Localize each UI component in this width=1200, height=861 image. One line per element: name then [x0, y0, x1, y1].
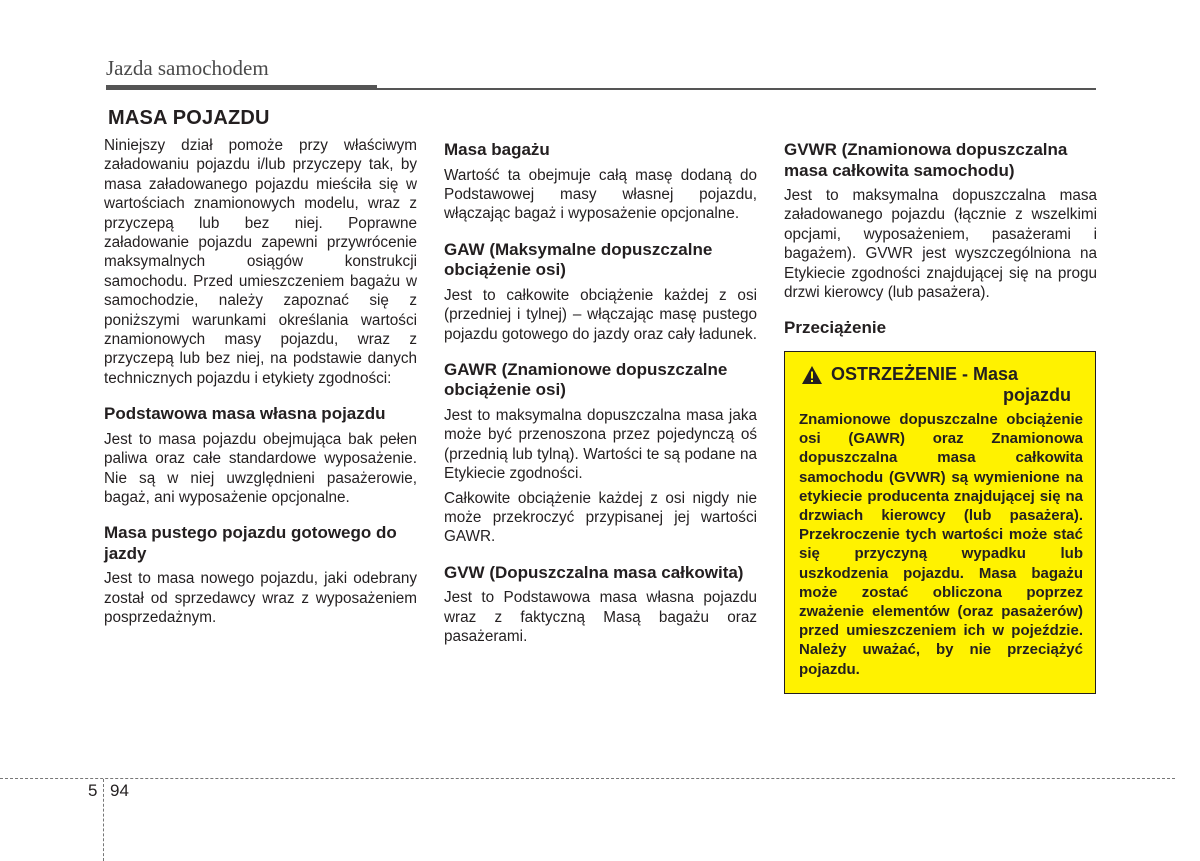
- page-number: 94: [110, 781, 129, 800]
- warning-title-line2: pojazdu: [1003, 384, 1071, 405]
- heading-przeciazenie: Przeciążenie: [784, 318, 887, 338]
- heading-masa-pustego: Masa pustego pojazdu gotowego do jazdy: [104, 523, 397, 563]
- heading-gawr: GAWR (Znamionowe dopuszczalne obciążenie osi): [444, 359, 728, 400]
- heading-masa-bagazu: Masa bagażu: [444, 140, 550, 159]
- heading-gvwr: GVWR (Znamionowa dopuszczalna masa całkowita samochodu): [784, 140, 1068, 180]
- header-rule-thick: [106, 85, 377, 90]
- paragraph-masa-pustego: Jest to masa nowego pojazdu, jaki odebrany został od sprzedawcy wraz z wyposażeniem posprzedażnym.: [104, 570, 417, 627]
- section-title: MASA POJAZDU: [108, 107, 270, 129]
- chapter-number: 5: [88, 781, 98, 800]
- warning-title-block: [831, 364, 1085, 406]
- intro-paragraph: Niniejszy dział pomoże przy właściwym załadowaniu pojazdu i/lub przyczepy tak, by masa załadowanego pojazdu mieściła się w wartościach znamionowych modelu, wraz z przyczepą lub bez niej. Poprawne załadowanie pojazdu zapewni przywrócenie maksymalnych osiągów konstrukcji samochodu. Przed umieszczeniem bagażu w samochodzie, należy zapoznać się z poniższymi warunkami określania wartości znamionowych masy pojazdu, wraz z przyczepą lub bez niej, na podstawie danych technicznych pojazdu i etykiety zgodności:: [104, 137, 417, 387]
- heading-gaw: GAW (Maksymalne dopuszczalne obciążenie osi): [444, 239, 713, 280]
- column-2: [444, 136, 757, 652]
- header-rule-thin: [377, 88, 1096, 90]
- paragraph-gawr-1: Jest to maksymalna dopuszczalna masa jaka może być przenoszona przez pojedynczą oś (przednią lub tylną). Wartości te są podane na Etykiecie zgodności.: [444, 406, 757, 483]
- paragraph-gaw: Jest to całkowite obciążenie każdej z osi (przedniej i tylnej) – włączając masę pustego pojazdu gotowego do jazdy oraz cały ładunek.: [444, 286, 757, 343]
- warning-triangle-icon: [801, 365, 823, 385]
- column-1: [104, 136, 417, 633]
- heading-podstawowa-masa: Podstawowa masa własna pojazdu: [104, 404, 386, 424]
- footer-dashed-divider: [103, 779, 104, 861]
- heading-gvw: GVW (Dopuszczalna masa całkowita): [444, 562, 744, 582]
- warning-box: [784, 351, 1096, 694]
- footer-dashed-rule: [0, 778, 1175, 779]
- warning-header: [795, 364, 1085, 406]
- header-title: Jazda samochodem: [106, 56, 269, 80]
- paragraph-gvwr: Jest to maksymalna dopuszczalna masa załadowanego pojazdu (łącznie z wszelkimi opcjami, wyposażeniem, pasażerami i bagażem). GVWR jest wyszczególniona na Etykiecie zgodności znajdującej się na progu drzwi kierowcy (lub pasażera).: [784, 187, 1097, 302]
- column-3: [784, 136, 1097, 694]
- warning-body: Znamionowe dopuszczalne obciążenie osi (GAWR) oraz Znamionowa dopuszczalna masa całkowita samochodu (GVWR) są wymienione na etykiecie producenta znajdującej się na drzwiach kierowcy (lub pasażera). Przekroczenie tych wartości może stać się przyczyną wypadku lub uszkodzenia pojazdu. Masa bagażu może zostać obliczona poprzez zważenie elementów (oraz pasażerów) przed umieszczeniem ich w pojeździe. Należy uważać, by nie przeciążyć pojazdu.: [799, 410, 1083, 678]
- paragraph-gvw: Jest to Podstawowa masa własna pojazdu wraz z faktyczną Masą bagażu oraz pasażerami.: [444, 589, 757, 646]
- paragraph-podstawowa-masa: Jest to masa pojazdu obejmująca bak pełen paliwa oraz całe standardowe wyposażenie. Nie są w niej uwzględnieni pasażerowie, bagaż, ani wyposażenie opcjonalne.: [104, 430, 417, 506]
- paragraph-masa-bagazu: Wartość ta obejmuje całą masę dodaną do Podstawowej masy własnej pojazdu, włączając bagaż i wyposażenie opcjonalne.: [444, 166, 757, 223]
- warning-title: OSTRZEŻENIE - Masa: [831, 363, 1019, 384]
- paragraph-gawr-2: Całkowite obciążenie każdej z osi nigdy nie może przekroczyć przypisanej jej wartości GAWR.: [444, 489, 757, 546]
